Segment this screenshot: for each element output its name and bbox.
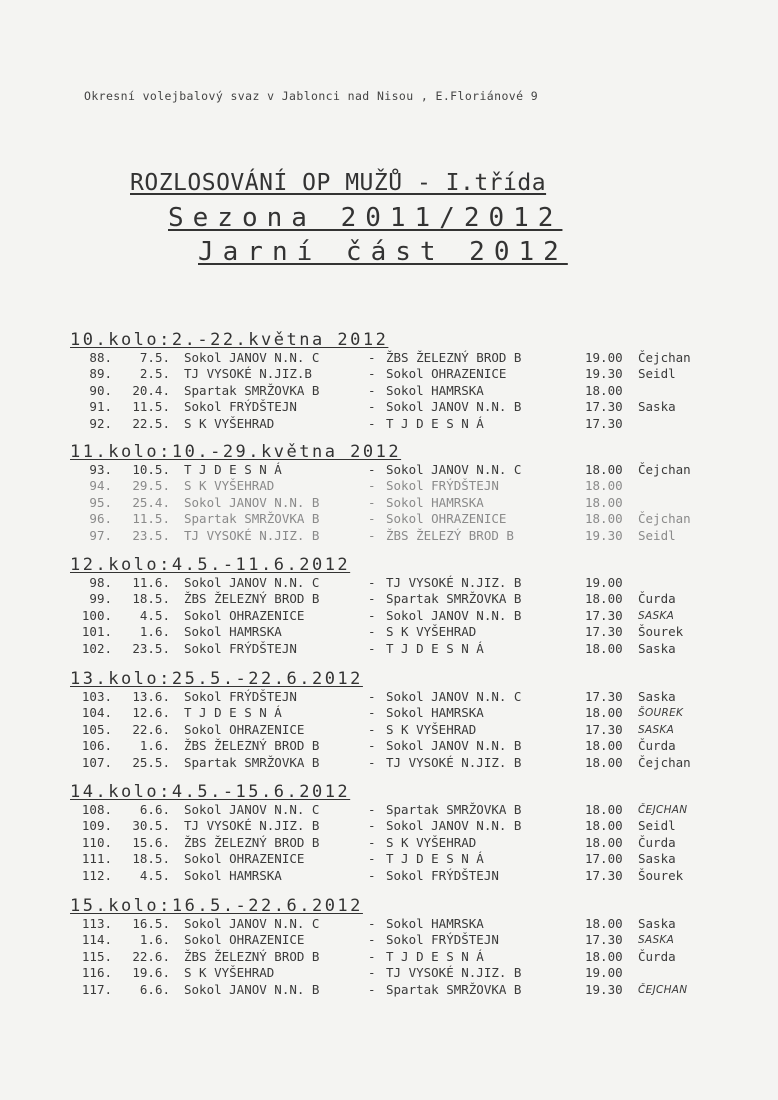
match-number: 98. [89, 575, 112, 590]
match-row [70, 722, 770, 738]
referee: ČEJCHAN [638, 804, 688, 816]
match-time: 17.00 [585, 851, 623, 867]
home-team: Sokol OHRAZENICE [184, 607, 305, 623]
vs-dash: - [368, 462, 376, 477]
match-number: 92. [89, 415, 112, 431]
match-row [70, 608, 770, 624]
match-number: 105. [81, 721, 112, 737]
vs-dash: - [368, 916, 376, 931]
vs-dash: - [368, 818, 376, 834]
referee: Čejchan [638, 511, 691, 527]
away-team: T J D E S N Á [386, 640, 484, 656]
home-team: T J D E S N Á [184, 462, 282, 477]
match-date: 1.6. [139, 932, 170, 948]
match-date: 22.5. [132, 415, 170, 431]
match-time: 19.30 [585, 366, 623, 382]
match-date: 16.5. [132, 916, 170, 931]
match-number: 102. [81, 640, 112, 656]
match-date: 10.5. [132, 462, 170, 477]
match-row [70, 478, 770, 494]
match-date: 11.6. [132, 575, 170, 590]
vs-dash: - [368, 478, 376, 494]
vs-dash: - [368, 607, 376, 623]
match-time: 19.30 [585, 527, 623, 543]
match-time: 17.30 [585, 867, 623, 883]
document-header: Okresní volejbalový svaz v Jablonci nad Nisou , E.Floriánové 9 [84, 89, 539, 103]
match-date: 13.6. [132, 689, 170, 704]
round-title: 10.kolo:2.-22.května 2012 [70, 330, 389, 350]
match-row [70, 399, 770, 415]
home-team: TJ VYSOKÉ N.JIZ. B [184, 818, 320, 834]
match-row [70, 949, 770, 965]
home-team: Sokol JANOV N.N. B [184, 981, 320, 997]
home-team: Sokol HAMRSKA [184, 624, 282, 640]
match-number: 113. [81, 916, 112, 931]
match-row [70, 738, 770, 754]
referee: Saska [638, 851, 676, 867]
away-team: S K VYŠEHRAD [386, 721, 477, 737]
match-time: 17.30 [585, 721, 623, 737]
vs-dash: - [368, 948, 376, 964]
vs-dash: - [368, 511, 376, 527]
match-date: 15.6. [132, 834, 170, 850]
vs-dash: - [368, 624, 376, 640]
away-team: TJ VYSOKÉ N.JIZ. B [386, 965, 522, 981]
round-section [70, 782, 770, 884]
match-date: 18.5. [132, 591, 170, 607]
away-team: Sokol JANOV N.N. B [386, 818, 522, 834]
away-team: TJ VYSOKÉ N.JIZ. B [386, 575, 522, 590]
vs-dash: - [368, 851, 376, 867]
match-date: 6.6. [139, 981, 170, 997]
home-team: Spartak SMRŽOVKA B [184, 382, 320, 398]
match-date: 1.6. [139, 624, 170, 640]
match-time: 17.30 [585, 932, 623, 948]
home-team: Sokol OHRAZENICE [184, 851, 305, 867]
match-number: 107. [81, 754, 112, 770]
match-date: 11.5. [132, 511, 170, 527]
referee: ČEJCHAN [638, 983, 688, 996]
referee: Saska [638, 689, 676, 704]
match-date: 25.4. [132, 494, 170, 510]
match-date: 22.6. [132, 721, 170, 737]
match-number: 115. [81, 948, 112, 964]
match-time: 18.00 [585, 738, 623, 754]
match-number: 91. [89, 399, 112, 415]
away-team: Spartak SMRŽOVKA B [386, 981, 522, 997]
match-row [70, 851, 770, 867]
vs-dash: - [368, 575, 376, 590]
match-row [70, 802, 770, 818]
round-title: 11.kolo:10.-29.května 2012 [70, 442, 402, 462]
match-number: 95. [89, 494, 112, 510]
match-row [70, 462, 770, 478]
match-time: 18.00 [585, 818, 623, 834]
away-team: ŽBS ŽELEZÝ BROD B [386, 527, 514, 543]
match-number: 89. [89, 366, 112, 382]
match-time: 18.00 [585, 462, 623, 477]
away-team: TJ VYSOKÉ N.JIZ. B [386, 754, 522, 770]
match-row [70, 641, 770, 657]
match-row [70, 366, 770, 382]
referee: Čejchan [638, 754, 691, 770]
vs-dash: - [368, 382, 376, 398]
home-team: Sokol OHRAZENICE [184, 932, 305, 948]
round-title: 14.kolo:4.5.-15.6.2012 [70, 782, 351, 802]
round-section [70, 669, 770, 771]
match-date: 6.6. [139, 802, 170, 817]
match-time: 18.00 [585, 382, 623, 398]
away-team: T J D E S N Á [386, 851, 484, 867]
match-number: 111. [81, 851, 112, 867]
match-number: 88. [89, 350, 112, 365]
match-time: 18.00 [585, 511, 623, 527]
match-number: 96. [89, 511, 112, 527]
vs-dash: - [368, 399, 376, 415]
match-time: 19.00 [585, 350, 623, 365]
match-date: 20.4. [132, 382, 170, 398]
vs-dash: - [368, 721, 376, 737]
match-time: 19.00 [585, 575, 623, 590]
match-time: 18.00 [585, 705, 623, 721]
referee: Čurda [638, 834, 676, 850]
match-date: 25.5. [132, 754, 170, 770]
match-time: 17.30 [585, 689, 623, 704]
match-number: 103. [81, 689, 112, 704]
vs-dash: - [368, 981, 376, 997]
home-team: ŽBS ŽELEZNÝ BROD B [184, 738, 320, 754]
match-time: 18.00 [585, 640, 623, 656]
match-date: 23.5. [132, 640, 170, 656]
match-row [70, 705, 770, 721]
referee: SASKA [638, 609, 675, 622]
referee: Saska [638, 916, 676, 931]
home-team: Sokol HAMRSKA [184, 867, 282, 883]
match-time: 18.00 [585, 591, 623, 607]
away-team: Sokol FRÝDŠTEJN [386, 932, 499, 948]
away-team: Sokol JANOV N.N. B [386, 399, 522, 415]
match-date: 4.5. [139, 607, 170, 623]
home-team: Spartak SMRŽOVKA B [184, 511, 320, 527]
document-title: ROZLOSOVÁNÍ OP MUŽŮ - I.třída [130, 170, 547, 196]
match-date: 2.5. [139, 366, 170, 382]
vs-dash: - [368, 350, 376, 365]
home-team: TJ VYSOKÉ N.JIZ. B [184, 527, 320, 543]
round-section [70, 442, 770, 544]
season-title: Sezona 2011/2012 [168, 203, 563, 233]
away-team: Sokol HAMRSKA [386, 705, 484, 721]
match-number: 108. [81, 802, 112, 817]
match-number: 93. [89, 462, 112, 477]
match-date: 7.5. [139, 350, 170, 365]
referee: Čejchan [638, 350, 691, 365]
match-number: 100. [81, 607, 112, 623]
match-date: 30.5. [132, 818, 170, 834]
match-row [70, 835, 770, 851]
match-date: 1.6. [139, 738, 170, 754]
match-number: 116. [81, 965, 112, 981]
match-date: 29.5. [132, 478, 170, 494]
match-row [70, 383, 770, 399]
match-time: 17.30 [585, 399, 623, 415]
away-team: Sokol HAMRSKA [386, 382, 484, 398]
referee: SASKA [638, 723, 675, 736]
home-team: Sokol FRÝDŠTEJN [184, 399, 297, 415]
match-row [70, 868, 770, 884]
match-row [70, 932, 770, 948]
vs-dash: - [368, 689, 376, 704]
referee: Čejchan [638, 462, 691, 477]
away-team: Sokol HAMRSKA [386, 494, 484, 510]
match-time: 17.30 [585, 415, 623, 431]
match-row [70, 495, 770, 511]
away-team: Sokol JANOV N.N. B [386, 738, 522, 754]
match-date: 12.6. [132, 705, 170, 721]
home-team: Sokol FRÝDŠTEJN [184, 640, 297, 656]
part-title: Jarní část 2012 [198, 237, 568, 267]
match-time: 18.00 [585, 948, 623, 964]
vs-dash: - [368, 802, 376, 817]
vs-dash: - [368, 738, 376, 754]
referee: Čurda [638, 948, 676, 964]
match-row [70, 624, 770, 640]
match-time: 18.00 [585, 754, 623, 770]
away-team: T J D E S N Á [386, 948, 484, 964]
away-team: Sokol FRÝDŠTEJN [386, 478, 499, 494]
match-number: 90. [89, 382, 112, 398]
vs-dash: - [368, 834, 376, 850]
referee: SASKA [638, 934, 675, 947]
vs-dash: - [368, 754, 376, 770]
referee: Čurda [638, 738, 676, 754]
home-team: ŽBS ŽELEZNÝ BROD B [184, 948, 320, 964]
home-team: ŽBS ŽELEZNÝ BROD B [184, 591, 320, 607]
away-team: S K VYŠEHRAD [386, 624, 477, 640]
match-number: 106. [81, 738, 112, 754]
referee: Čurda [638, 591, 676, 607]
match-row [70, 575, 770, 591]
match-time: 18.00 [585, 834, 623, 850]
home-team: Spartak SMRŽOVKA B [184, 754, 320, 770]
away-team: Sokol JANOV N.N. C [386, 462, 522, 477]
match-number: 117. [81, 981, 112, 997]
vs-dash: - [368, 932, 376, 948]
match-time: 18.00 [585, 494, 623, 510]
home-team: Sokol JANOV N.N. C [184, 916, 320, 931]
away-team: Sokol OHRAZENICE [386, 511, 507, 527]
vs-dash: - [368, 415, 376, 431]
referee: Šourek [638, 624, 684, 640]
vs-dash: - [368, 965, 376, 981]
referee: Seidl [638, 366, 676, 382]
match-row [70, 755, 770, 771]
away-team: S K VYŠEHRAD [386, 834, 477, 850]
vs-dash: - [368, 494, 376, 510]
away-team: Sokol HAMRSKA [386, 916, 484, 931]
match-row [70, 528, 770, 544]
match-date: 4.5. [139, 867, 170, 883]
round-title: 13.kolo:25.5.-22.6.2012 [70, 669, 363, 689]
match-number: 110. [81, 834, 112, 850]
home-team: TJ VYSOKÉ N.JIZ.B [184, 366, 312, 382]
match-row [70, 818, 770, 834]
vs-dash: - [368, 705, 376, 721]
match-row [70, 965, 770, 981]
away-team: Spartak SMRŽOVKA B [386, 591, 522, 607]
referee: Saska [638, 640, 676, 656]
away-team: Spartak SMRŽOVKA B [386, 802, 522, 817]
referee: Saska [638, 399, 676, 415]
match-number: 109. [81, 818, 112, 834]
match-number: 97. [89, 527, 112, 543]
match-date: 18.5. [132, 851, 170, 867]
match-time: 19.30 [585, 981, 623, 997]
vs-dash: - [368, 527, 376, 543]
vs-dash: - [368, 591, 376, 607]
match-date: 23.5. [132, 527, 170, 543]
referee: ŠOUREK [638, 707, 684, 720]
home-team: Sokol JANOV N.N. B [184, 494, 320, 510]
match-row [70, 511, 770, 527]
match-row [70, 689, 770, 705]
match-time: 17.30 [585, 607, 623, 623]
vs-dash: - [368, 867, 376, 883]
vs-dash: - [368, 640, 376, 656]
match-row [70, 591, 770, 607]
match-number: 101. [81, 624, 112, 640]
match-row [70, 916, 770, 932]
away-team: Sokol JANOV N.N. C [386, 689, 522, 704]
referee: Seidl [638, 527, 676, 543]
match-row [70, 982, 770, 998]
match-time: 17.30 [585, 624, 623, 640]
home-team: Sokol JANOV N.N. C [184, 575, 320, 590]
match-date: 19.6. [132, 965, 170, 981]
match-number: 99. [89, 591, 112, 607]
round-title: 15.kolo:16.5.-22.6.2012 [70, 896, 363, 916]
home-team: Sokol OHRAZENICE [184, 721, 305, 737]
match-date: 11.5. [132, 399, 170, 415]
away-team: Sokol FRÝDŠTEJN [386, 867, 499, 883]
round-title: 12.kolo:4.5.-11.6.2012 [70, 555, 351, 575]
match-number: 112. [81, 867, 112, 883]
home-team: S K VYŠEHRAD [184, 478, 275, 494]
round-section [70, 555, 770, 657]
match-time: 19.00 [585, 965, 623, 981]
away-team: Sokol OHRAZENICE [386, 366, 507, 382]
home-team: Sokol FRÝDŠTEJN [184, 689, 297, 704]
home-team: ŽBS ŽELEZNÝ BROD B [184, 834, 320, 850]
vs-dash: - [368, 366, 376, 382]
away-team: Sokol JANOV N.N. B [386, 607, 522, 623]
home-team: S K VYŠEHRAD [184, 415, 275, 431]
match-number: 114. [81, 932, 112, 948]
home-team: S K VYŠEHRAD [184, 965, 275, 981]
away-team: T J D E S N Á [386, 415, 484, 431]
round-section [70, 896, 770, 998]
match-number: 94. [89, 478, 112, 494]
referee: Seidl [638, 818, 676, 834]
away-team: ŽBS ŽELEZNÝ BROD B [386, 350, 522, 365]
referee: Šourek [638, 867, 684, 883]
home-team: T J D E S N Á [184, 705, 282, 721]
match-row [70, 350, 770, 366]
match-number: 104. [81, 705, 112, 721]
match-time: 18.00 [585, 478, 623, 494]
home-team: Sokol JANOV N.N. C [184, 802, 320, 817]
match-time: 18.00 [585, 916, 623, 931]
match-row [70, 416, 770, 432]
match-time: 18.00 [585, 802, 623, 817]
home-team: Sokol JANOV N.N. C [184, 350, 320, 365]
match-date: 22.6. [132, 948, 170, 964]
round-section [70, 330, 770, 432]
